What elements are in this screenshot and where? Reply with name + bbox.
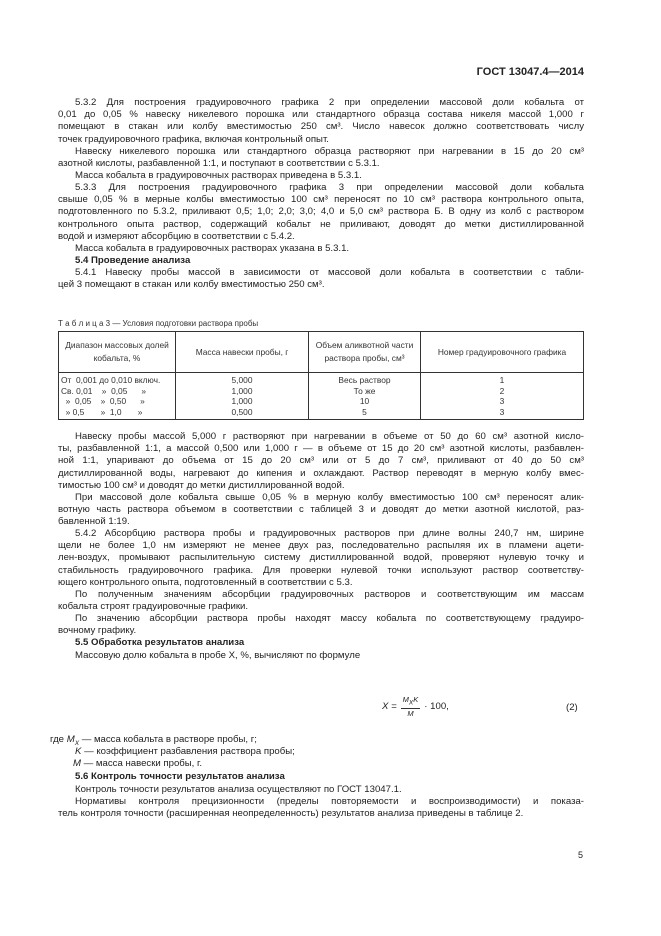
table-cell-graph: 1 2 3 3 (421, 373, 584, 420)
definition: — коэффициент разбавления раствора пробы; (81, 746, 295, 757)
text-line: ющего контрольного опыта, подготовленный в соответствии с 5.3. (58, 576, 353, 588)
paragraph-control (58, 784, 584, 796)
heading-5-4: 5.4 Проведение анализа (75, 255, 191, 266)
text-line: точек градуировочного графика, включая контрольный опыт. (58, 133, 329, 145)
definition: — масса кобальта в растворе пробы, г; (79, 734, 257, 745)
text-line: 5.4.1 Навеску пробы массой в зависимости от массовой доли кобальта в соответствии с табли- (75, 267, 584, 278)
formula-fraction (401, 695, 421, 718)
text-line: При массовой доле кобальта свыше 0,05 % в мерную колбу вместимостью 100 см³ переносят алик- (75, 492, 584, 503)
paragraph-formula-intro (58, 650, 584, 662)
table-cell-volume: Весь раствор То же 10 5 (309, 373, 421, 420)
text-line: вотную часть раствора объемом в соответствии с таблицей 3 и доводят до метки азотной кислотой, раз- (58, 504, 584, 516)
formula-numerator: M (402, 695, 409, 704)
text-line: тель контроля точности (расширенная неопределенность) результатов анализа приведены в таблице 2. (58, 808, 524, 820)
symbol: M (73, 758, 81, 769)
formula (382, 695, 449, 718)
text-line: Навеску пробы массой 5,000 г растворяют при нагревании в объеме от 50 до 60 см³ азотной кисло- (75, 431, 584, 442)
formula-subscript: X (408, 699, 414, 707)
equation-number: (2) (566, 702, 578, 713)
paragraph-norms (58, 796, 584, 820)
text-line: Масса кобальта в градуировочных растворах приведена в 5.3.1. (75, 170, 362, 181)
paragraph-nickel-dissolve (58, 146, 584, 170)
formula-numerator-k: K (413, 695, 419, 704)
text-line: Навеску никелевого порошка или стандартного образца растворяют при нагревании в 15 до 20 см³ (75, 146, 584, 157)
paragraph-cobalt-mass-2 (58, 243, 584, 255)
text-line: ной 1:1, упаривают до объема от 15 до 20 см³ или от 5 до 7 см³, приливают от 40 до 50 см³ (58, 455, 584, 467)
text-line: 5.3.2 Для построения градуировочного графика 2 при определении массовой доли кобальта от (75, 97, 584, 108)
paragraph-sample-dissolve (58, 431, 584, 492)
paragraph-find-mass (58, 613, 584, 637)
paragraph-aliquot (58, 492, 584, 529)
symbol: M (66, 734, 75, 745)
page-number: 5 (578, 850, 584, 860)
text-line: водой и измеряют абсорбцию в соответствии с 5.4.2. (58, 230, 295, 242)
text-line: Контроль точности результатов анализа осуществляют по ГОСТ 13047.1. (75, 784, 402, 795)
text-line: По полученным значениям абсорбции градуировочных растворов и соответствующим им массам (75, 589, 584, 600)
column-header: Диапазон массовых долей кобальта, % (59, 332, 176, 373)
definition: — масса навески пробы, г. (81, 758, 203, 769)
text-line: По значению абсорбции раствора пробы находят массу кобальта по соответствующему градуиро- (75, 613, 584, 624)
column-header: Номер градуировочного графика (421, 332, 584, 373)
where-prefix: где (50, 734, 65, 745)
text-line: бавленной 1:19. (58, 516, 130, 528)
paragraph-5-4-2 (58, 528, 584, 589)
text-line: лен-воздух, промывают распылительную систему дистиллированной водой, проверяют нулевую точку и (58, 552, 584, 564)
paragraph-5-3-3 (58, 182, 584, 243)
heading-5-6: 5.6 Контроль точности результатов анализа (75, 771, 285, 782)
text-line: ты, разбавленной 1:1, а массой 0,500 или 1,000 г — в объеме от 15 до 20 см³ азотной кислоты, разбавлен- (58, 443, 584, 455)
text-line: азотной кислоты, разбавленной 1:1, и поступают в соответствии с 5.3.1. (58, 158, 380, 170)
formula-denominator: M (407, 708, 414, 718)
text-line: Массовую долю кобальта в пробе X, %, вычисляют по формуле (75, 650, 361, 661)
text-line: щели не более 1,0 нм измеряют не менее двух раз, последовательно распыляя их в пламени ацети- (58, 540, 584, 552)
text-line: Масса кобальта в градуировочных растворах указана в 5.3.1. (75, 243, 350, 254)
text-line: 0,01 до 0,05 % навеску никелевого порошка или стандартного образца состава никеля массой 1,000 г (58, 109, 584, 121)
paragraph-5-4-1 (58, 267, 584, 291)
heading-5-5: 5.5 Обработка результатов анализа (75, 637, 245, 648)
where-line-k (75, 746, 601, 758)
text-line: тимостью 100 см³ и доводят до метки дистиллированной водой. (58, 479, 345, 491)
text-line: свыше 0,05 % в мерные колбы вместимостью 100 см³ переносят по 10 см³ раствора контрольного опыта, (58, 194, 584, 206)
text-line: 5.4.2 Абсорбцию раствора пробы и градуировочных растворов при длине волны 240,7 нм, ширине (75, 528, 584, 539)
text-line: цей 3 помещают в стакан или колбу вместимостью 250 см³. (58, 279, 325, 291)
column-header: Объем аликвотной части раствора пробы, см³ (309, 332, 421, 373)
symbol-subscript: X (74, 739, 80, 747)
text-line: стабильность градуировочного графика. Для проверки нулевой точки используют раствор соответству- (58, 564, 584, 576)
paragraph-5-3-2 (58, 97, 584, 146)
text-line: вочному графику. (58, 625, 137, 637)
table-caption: Т а б л и ц а 3 — Условия подготовки раствора пробы (58, 319, 259, 328)
table-cell-range: От 0,001 до 0,010 включ. Св. 0,01 » 0,05 » » 0,05 » 0,50 » » 0,5 » 1,0 » (59, 373, 176, 420)
formula-tail: · 100, (424, 700, 449, 712)
text-line: кобальта строят градуировочные графики. (58, 601, 249, 613)
where-line-m (73, 758, 599, 770)
paragraph-cobalt-mass-1 (58, 170, 584, 182)
table-cell-mass: 5,000 1,000 1,000 0,500 (176, 373, 309, 420)
text-line: помещают в стакан или колбу вместимостью 250 см³. Число навесок должно соответствовать числу (58, 121, 584, 133)
table-3 (58, 331, 584, 420)
text-line: контрольного опыта раствор, содержащий кобальт не приливают, доводят до метки дистиллированной (58, 218, 584, 230)
paragraph-graphs (58, 589, 584, 613)
text-line: подготовленного по 5.3.2, приливают 0,5; 1,0; 2,0; 3,0; 4,0 и 5,0 см³ раствора Б. В одну из колб с раствором (58, 206, 584, 218)
where-line-mx (50, 734, 576, 746)
text-line: Нормативы контроля прецизионности (пределы повторяемости и воспроизводимости) и показа- (75, 796, 584, 807)
document-header: ГОСТ 13047.4—2014 (476, 66, 584, 78)
formula-lhs: X = (382, 700, 397, 712)
text-line: дистиллированной воды, нагревают до кипения и охлаждают. Раствор переводят в мерную колбу вмес- (58, 467, 584, 479)
column-header: Масса навески пробы, г (176, 332, 309, 373)
text-line: 5.3.3 Для построения градуировочного графика 3 при определении массовой доли кобальта (75, 182, 584, 193)
symbol: K (75, 746, 82, 757)
